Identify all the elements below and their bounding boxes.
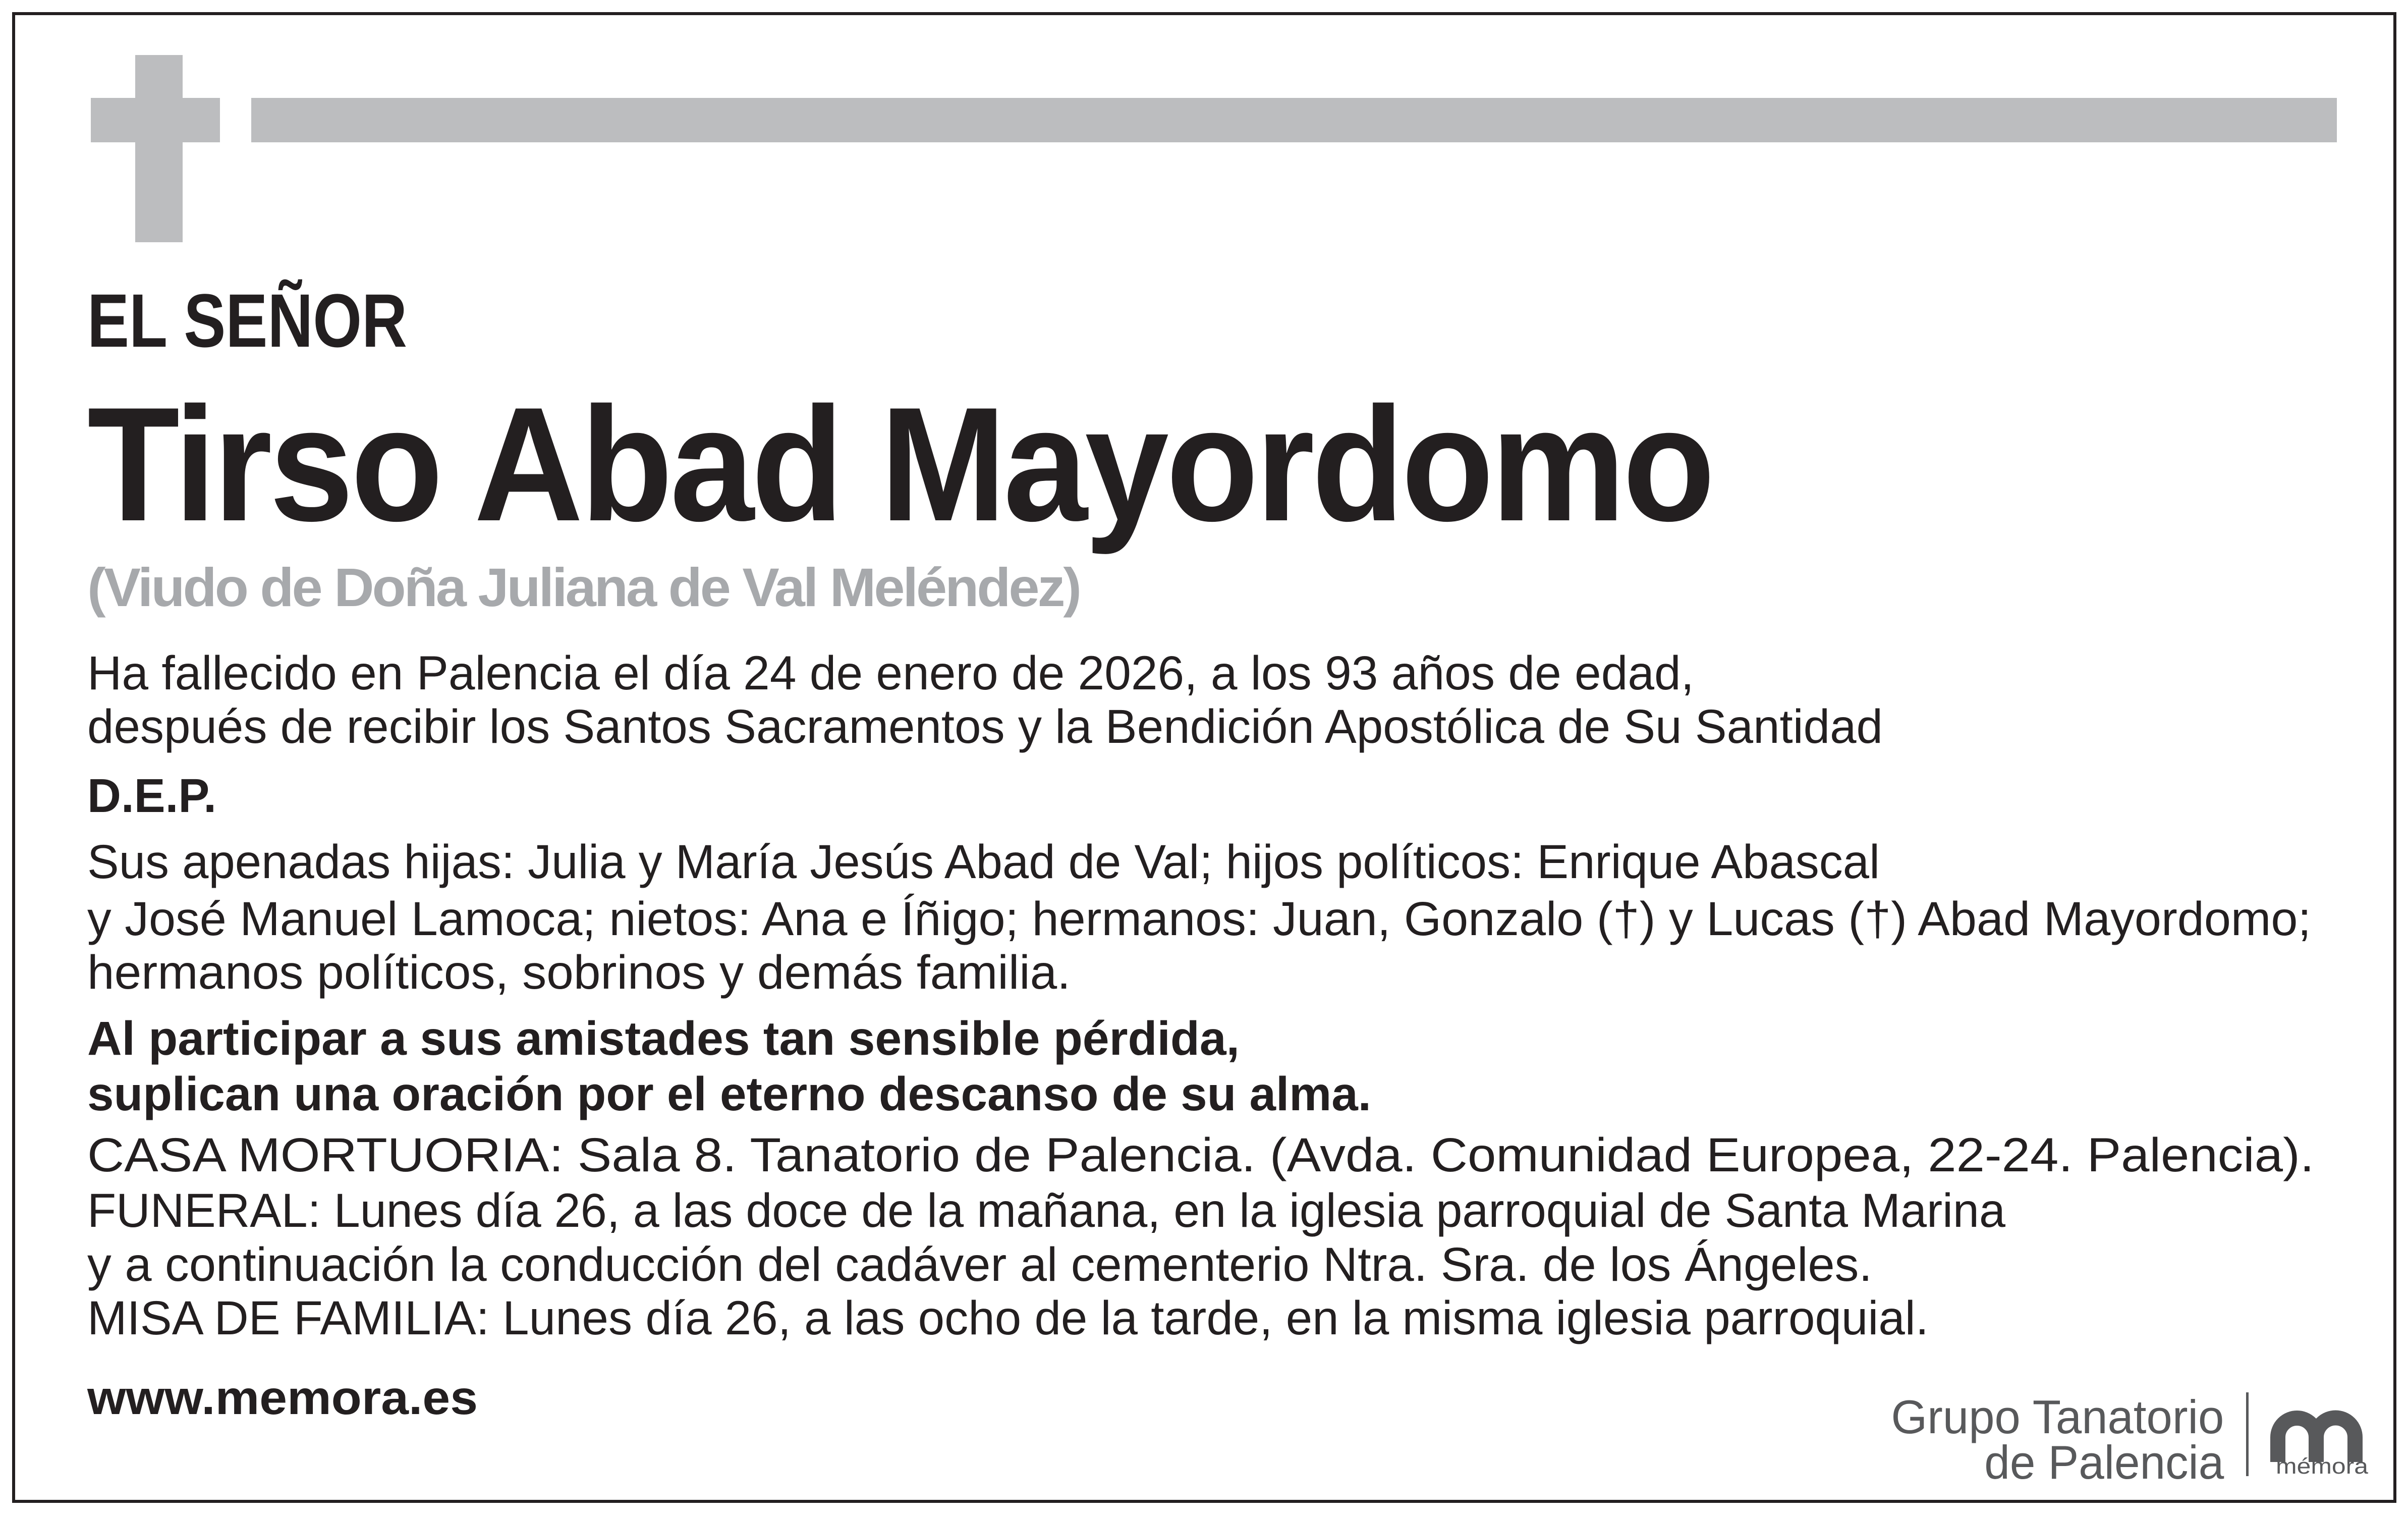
family-line-3: hermanos políticos, sobrinos y demás familia.: [87, 946, 1071, 999]
family-line-2: y José Manuel Lamoca; nietos: Ana e Íñigo; hermanos: Juan, Gonzalo (†) y Lucas (†) Abad Mayordomo;: [87, 892, 2311, 946]
service-burial: y a continuación la conducción del cadáver al cementerio Ntra. Sra. de los Ángeles.: [87, 1238, 1872, 1291]
funeral-home-name-line-2: de Palencia: [1984, 1436, 2224, 1489]
logo-divider: [2246, 1392, 2249, 1476]
service-funeral: FUNERAL: Lunes día 26, a las doce de la mañana, en la iglesia parroquial de Santa Marina: [87, 1184, 2005, 1237]
request-line-1: Al participar a sus amistades tan sensible pérdida,: [87, 1012, 1240, 1065]
service-casa-mortuoria: CASA MORTUORIA: Sala 8. Tanatorio de Palencia. (Avda. Comunidad Europea, 22-24. Palencia).: [87, 1128, 2314, 1182]
request-line-2: suplican una oración por el eterno descanso de su alma.: [87, 1067, 1371, 1121]
funeral-home-name-line-1: Grupo Tanatorio: [1891, 1390, 2224, 1443]
service-misa-familia: MISA DE FAMILIA: Lunes día 26, a las ocho de la tarde, en la misma iglesia parroquial.: [87, 1291, 1929, 1345]
death-announcement-line-2: después de recibir los Santos Sacramentos y la Bendición Apostólica de Su Santidad: [87, 700, 1883, 753]
subtitle-widower: (Viudo de Doña Juliana de Val Meléndez): [87, 557, 1080, 618]
header-bar: [251, 98, 2337, 142]
website-link[interactable]: www.memora.es: [87, 1371, 478, 1425]
memora-brand-word: mémora: [2276, 1454, 2369, 1479]
family-line-1: Sus apenadas hijas: Julia y María Jesús Abad de Val; hijos políticos: Enrique Abascal: [87, 835, 1880, 889]
death-announcement-line-1: Ha fallecido en Palencia el día 24 de enero de 2026, a los 93 años de edad,: [87, 646, 1694, 700]
deceased-name: Tirso Abad Mayordomo: [87, 374, 1712, 555]
dep-label: D.E.P.: [87, 769, 216, 823]
title-prefix: EL SEÑOR: [87, 278, 407, 363]
